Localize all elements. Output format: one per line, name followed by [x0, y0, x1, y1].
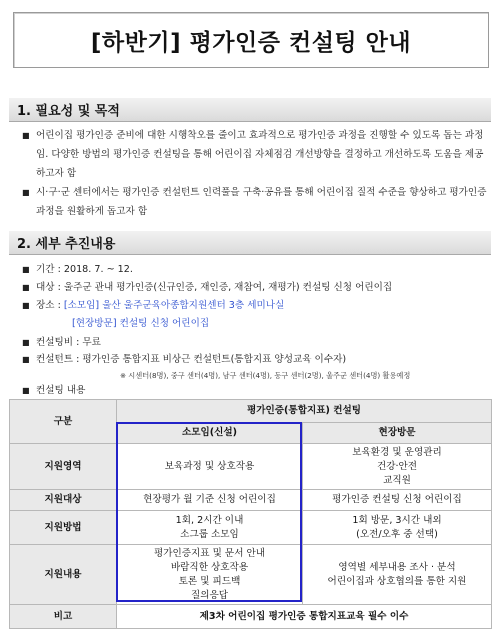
consultant-note: ※ 시센터(8명), 중구 센터(4명), 남구 센터(4명), 동구 센터(2명), 울주군 센터(4명) 활용예정	[120, 371, 411, 380]
section2-heading: 2. 세부 추진내용	[9, 231, 491, 255]
row-label: 지원대상	[10, 490, 117, 511]
bullet-icon: ■	[22, 265, 30, 274]
detail-consultant: ■ 컨설턴트 : 평가인증 통합지표 비상근 컨설턴트(통합지표 양성교육 이수자)	[22, 354, 347, 365]
detail-period: ■ 기간 : 2018. 7. ~ 12.	[22, 264, 133, 275]
bullet-icon: ■	[22, 131, 30, 140]
title-box	[13, 12, 489, 68]
bullet-icon: ■	[22, 188, 30, 197]
cell-visit: 보육환경 및 운영관리 건강·안전 교직원	[303, 444, 492, 490]
col-group-header: 구분	[10, 400, 117, 444]
cell-small: 1회, 2시간 이내 소그룹 소모임	[117, 511, 303, 545]
section1-heading: 1. 필요성 및 목적	[9, 98, 491, 122]
subheader-small-group: 소모임(신설)	[117, 423, 303, 444]
row-label: 지원영역	[10, 444, 117, 490]
section1-paragraph-1: ■ 어린이집 평가인증 준비에 대한 시행착오를 줄이고 효과적으로 평가인증 과정을 진행할 수 있도록 돕는 과정임. 다양한 방법의 평가인증 컨설팅을 통해 어린이집 자체점검 개선방향을 결정하고 개선하도록 도움을 제공하고자 함	[22, 126, 490, 183]
cell-visit: 1회 방문, 3시간 내외 (오전/오후 중 선택)	[303, 511, 492, 545]
detail-target: ■ 대상 : 울주군 관내 평가인증(신규인증, 재인증, 재참여, 재평가) 컨설팅 신청 어린이집	[22, 282, 393, 293]
bullet-icon: ■	[22, 283, 30, 292]
section1-paragraph-2: ■ 시·구·군 센터에서는 평가인증 컨설턴트 인력풀을 구축·공유를 통해 어린이집 질적 수준을 향상하고 평가인증 과정을 원활하게 돕고자 함	[22, 183, 490, 221]
cell-small: 현장평가 월 기준 신청 어린이집	[117, 490, 303, 511]
bullet-icon: ■	[22, 301, 30, 310]
page-title: [하반기] 평가인증 컨설팅 안내	[90, 29, 412, 56]
detail-fee: ■ 컨설팅비 : 무료	[22, 337, 101, 348]
table-row	[10, 444, 492, 490]
consulting-table	[9, 399, 492, 629]
place-small-group: [소모임] 울산 울주군육아종합지원센터 3층 세미나실	[63, 300, 285, 311]
row-label: 지원방법	[10, 511, 117, 545]
cell-small: 평가인증지표 및 문서 안내 바람직한 상호작용 토론 및 피드백 질의응답	[117, 545, 303, 605]
row-label: 비고	[10, 605, 117, 629]
cell-visit: 영역별 세부내용 조사 · 분석 어린이집과 상호협의를 통한 지원	[303, 545, 492, 605]
row-label: 지원내용	[10, 545, 117, 605]
table-row	[10, 490, 492, 511]
bullet-icon: ■	[22, 355, 30, 364]
subheader-visit: 현장방문	[303, 423, 492, 444]
detail-place-2: [현장방문] 컨설팅 신청 어린이집	[72, 318, 210, 329]
cell-visit: 평가인증 컨설팅 신청 어린이집	[303, 490, 492, 511]
note-value: 제3차 어린이집 평가인증 통합지표교육 필수 이수	[117, 605, 492, 629]
bullet-icon: ■	[22, 338, 30, 347]
main-header: 평가인증(통합지표) 컨설팅	[117, 400, 492, 423]
detail-place: ■ 장소 : [소모임] 울산 울주군육아종합지원센터 3층 세미나실	[22, 300, 285, 311]
detail-content: ■ 컨설팅 내용	[22, 385, 86, 396]
table-row	[10, 511, 492, 545]
cell-small: 보육과정 및 상호작용	[117, 444, 303, 490]
bullet-icon: ■	[22, 386, 30, 395]
table-row	[10, 545, 492, 605]
table-row	[10, 605, 492, 629]
